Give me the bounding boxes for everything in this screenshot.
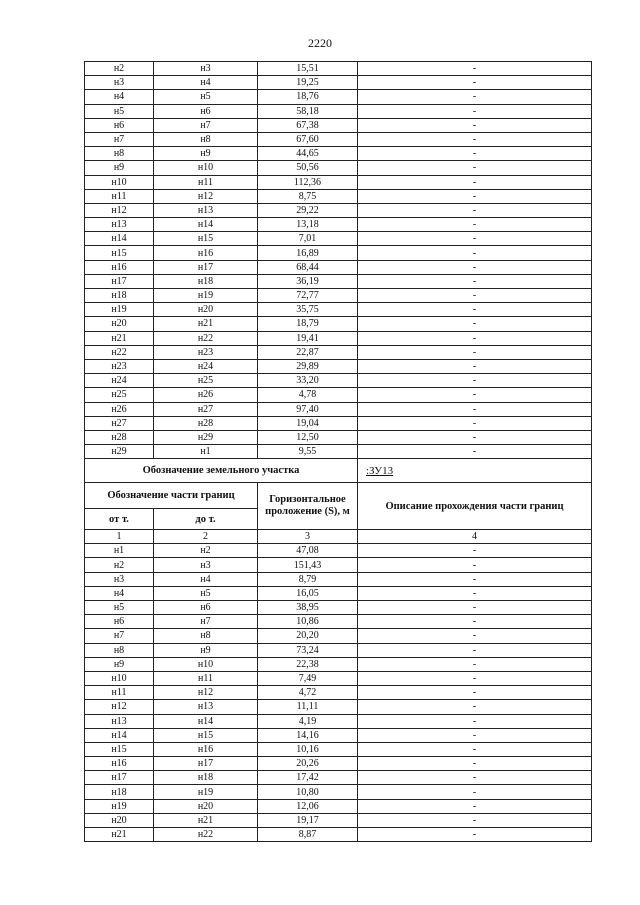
table-row: [85, 445, 592, 459]
from-point: н13: [85, 714, 154, 728]
to-point: н20: [154, 799, 258, 813]
from-point: н3: [85, 572, 154, 586]
table-row: [85, 303, 592, 317]
from-point: н8: [85, 643, 154, 657]
table-row: [85, 374, 592, 388]
description: -: [358, 714, 592, 728]
table-row: [85, 246, 592, 260]
distance: 50,56: [258, 161, 358, 175]
distance: 44,65: [258, 147, 358, 161]
to-point: н8: [154, 629, 258, 643]
table-row: [85, 771, 592, 785]
to-point: н18: [154, 274, 258, 288]
from-point: н14: [85, 728, 154, 742]
from-point: н15: [85, 246, 154, 260]
distance: 7,49: [258, 671, 358, 685]
distance: 8,75: [258, 189, 358, 203]
boundary-table: [84, 61, 592, 842]
from-point: н4: [85, 586, 154, 600]
column-number: 4: [358, 530, 592, 544]
from-point: н5: [85, 601, 154, 615]
table-row: [85, 147, 592, 161]
to-point: н22: [154, 331, 258, 345]
distance: 19,04: [258, 416, 358, 430]
distance: 19,25: [258, 76, 358, 90]
description: -: [358, 445, 592, 459]
from-point: н5: [85, 104, 154, 118]
distance: 8,79: [258, 572, 358, 586]
from-point: н12: [85, 203, 154, 217]
from-point: н19: [85, 799, 154, 813]
table-row: [85, 629, 592, 643]
distance: 15,51: [258, 62, 358, 76]
to-point: н14: [154, 218, 258, 232]
header-description: Описание прохождения части границ: [358, 483, 592, 530]
from-point: н10: [85, 175, 154, 189]
distance: 19,17: [258, 813, 358, 827]
distance: 10,86: [258, 615, 358, 629]
from-point: н1: [85, 544, 154, 558]
to-point: н6: [154, 104, 258, 118]
from-point: н4: [85, 90, 154, 104]
to-point: н7: [154, 615, 258, 629]
to-point: н10: [154, 161, 258, 175]
to-point: н21: [154, 317, 258, 331]
table-row: [85, 203, 592, 217]
from-point: н14: [85, 232, 154, 246]
description: -: [358, 671, 592, 685]
header-distance: Горизонтальное проложение (S), м: [258, 483, 358, 530]
distance: 18,76: [258, 90, 358, 104]
description: -: [358, 303, 592, 317]
description: -: [358, 345, 592, 359]
description: -: [358, 728, 592, 742]
distance: 16,05: [258, 586, 358, 600]
description: -: [358, 76, 592, 90]
to-point: н9: [154, 147, 258, 161]
distance: 12,50: [258, 430, 358, 444]
description: -: [358, 331, 592, 345]
distance: 7,01: [258, 232, 358, 246]
distance: 13,18: [258, 218, 358, 232]
from-point: н17: [85, 771, 154, 785]
to-point: н8: [154, 132, 258, 146]
description: -: [358, 317, 592, 331]
from-point: н3: [85, 76, 154, 90]
to-point: н4: [154, 572, 258, 586]
table-row: [85, 289, 592, 303]
to-point: н18: [154, 771, 258, 785]
description: -: [358, 232, 592, 246]
distance: 19,41: [258, 331, 358, 345]
distance: 8,87: [258, 828, 358, 842]
table-row: [85, 62, 592, 76]
table-row: [85, 218, 592, 232]
from-point: н16: [85, 260, 154, 274]
distance: 36,19: [258, 274, 358, 288]
description: -: [358, 175, 592, 189]
from-point: н19: [85, 303, 154, 317]
distance: 4,78: [258, 388, 358, 402]
to-point: н3: [154, 558, 258, 572]
to-point: н2: [154, 544, 258, 558]
from-point: н18: [85, 289, 154, 303]
to-point: н16: [154, 246, 258, 260]
description: -: [358, 700, 592, 714]
to-point: н20: [154, 303, 258, 317]
from-point: н12: [85, 700, 154, 714]
description: -: [358, 189, 592, 203]
table-row: [85, 388, 592, 402]
description: -: [358, 813, 592, 827]
distance: 35,75: [258, 303, 358, 317]
distance: 18,79: [258, 317, 358, 331]
from-point: н9: [85, 161, 154, 175]
column-number: 2: [154, 530, 258, 544]
table-row: [85, 260, 592, 274]
description: -: [358, 601, 592, 615]
description: -: [358, 118, 592, 132]
from-point: н21: [85, 828, 154, 842]
table-row: [85, 132, 592, 146]
from-point: н11: [85, 686, 154, 700]
to-point: н6: [154, 601, 258, 615]
to-point: н13: [154, 203, 258, 217]
distance: 17,42: [258, 771, 358, 785]
to-point: н13: [154, 700, 258, 714]
distance: 33,20: [258, 374, 358, 388]
table-row: [85, 558, 592, 572]
distance: 11,11: [258, 700, 358, 714]
description: -: [358, 686, 592, 700]
from-point: н2: [85, 558, 154, 572]
table-row: [85, 671, 592, 685]
distance: 9,55: [258, 445, 358, 459]
from-point: н11: [85, 189, 154, 203]
from-point: н6: [85, 118, 154, 132]
description: -: [358, 757, 592, 771]
description: -: [358, 742, 592, 756]
to-point: н27: [154, 402, 258, 416]
from-point: н6: [85, 615, 154, 629]
table-row: [85, 76, 592, 90]
from-point: н17: [85, 274, 154, 288]
distance: 10,16: [258, 742, 358, 756]
to-point: н7: [154, 118, 258, 132]
from-point: н23: [85, 359, 154, 373]
description: -: [358, 629, 592, 643]
table-row: [85, 175, 592, 189]
table-row: [85, 416, 592, 430]
distance: 14,16: [258, 728, 358, 742]
from-point: н20: [85, 317, 154, 331]
description: -: [358, 260, 592, 274]
distance: 58,18: [258, 104, 358, 118]
from-point: н16: [85, 757, 154, 771]
table-row: [85, 189, 592, 203]
description: -: [358, 246, 592, 260]
to-point: н19: [154, 289, 258, 303]
column-number: 3: [258, 530, 358, 544]
to-point: н24: [154, 359, 258, 373]
distance: 20,20: [258, 629, 358, 643]
from-point: н8: [85, 147, 154, 161]
plot-id: :ЗУ13: [358, 459, 592, 483]
table-row: [85, 544, 592, 558]
distance: 67,38: [258, 118, 358, 132]
from-point: н10: [85, 671, 154, 685]
distance: 151,43: [258, 558, 358, 572]
description: -: [358, 828, 592, 842]
to-point: н9: [154, 643, 258, 657]
to-point: н12: [154, 686, 258, 700]
to-point: н22: [154, 828, 258, 842]
to-point: н17: [154, 757, 258, 771]
section2-header: [85, 459, 592, 544]
distance: 10,80: [258, 785, 358, 799]
distance: 22,87: [258, 345, 358, 359]
header-part: Обозначение части границ: [85, 483, 258, 509]
table-row: [85, 601, 592, 615]
description: -: [358, 218, 592, 232]
table-row: [85, 232, 592, 246]
description: -: [358, 402, 592, 416]
to-point: н12: [154, 189, 258, 203]
description: -: [358, 374, 592, 388]
table-row: [85, 742, 592, 756]
to-point: н16: [154, 742, 258, 756]
to-point: н11: [154, 671, 258, 685]
description: -: [358, 388, 592, 402]
page-number: 2220: [308, 36, 332, 50]
table-row: [85, 757, 592, 771]
from-point: н27: [85, 416, 154, 430]
from-point: н7: [85, 629, 154, 643]
table-row: [85, 728, 592, 742]
table-row: [85, 90, 592, 104]
distance: 67,60: [258, 132, 358, 146]
to-point: н4: [154, 76, 258, 90]
to-point: н15: [154, 232, 258, 246]
description: -: [358, 657, 592, 671]
description: -: [358, 586, 592, 600]
table-row: [85, 345, 592, 359]
table-row: [85, 359, 592, 373]
distance: 38,95: [258, 601, 358, 615]
distance: 16,89: [258, 246, 358, 260]
table-row: [85, 643, 592, 657]
description: -: [358, 615, 592, 629]
description: -: [358, 104, 592, 118]
description: -: [358, 643, 592, 657]
table-row: [85, 402, 592, 416]
distance: 20,26: [258, 757, 358, 771]
column-number: 1: [85, 530, 154, 544]
description: -: [358, 799, 592, 813]
distance: 47,08: [258, 544, 358, 558]
from-point: н29: [85, 445, 154, 459]
to-point: н1: [154, 445, 258, 459]
description: -: [358, 572, 592, 586]
to-point: н26: [154, 388, 258, 402]
table-row: [85, 104, 592, 118]
to-point: н11: [154, 175, 258, 189]
table-row: [85, 714, 592, 728]
table-row: [85, 615, 592, 629]
table-row: [85, 657, 592, 671]
description: -: [358, 544, 592, 558]
distance: 29,22: [258, 203, 358, 217]
table-row: [85, 799, 592, 813]
from-point: н20: [85, 813, 154, 827]
distance: 22,38: [258, 657, 358, 671]
to-point: н28: [154, 416, 258, 430]
description: -: [358, 203, 592, 217]
section1-body: [85, 62, 592, 459]
description: -: [358, 785, 592, 799]
to-point: н17: [154, 260, 258, 274]
table-row: [85, 161, 592, 175]
distance: 4,72: [258, 686, 358, 700]
from-point: н18: [85, 785, 154, 799]
description: -: [358, 132, 592, 146]
description: -: [358, 289, 592, 303]
description: -: [358, 161, 592, 175]
table-row: [85, 813, 592, 827]
table-row: [85, 274, 592, 288]
to-point: н14: [154, 714, 258, 728]
to-point: н10: [154, 657, 258, 671]
table-row: [85, 686, 592, 700]
description: -: [358, 274, 592, 288]
from-point: н24: [85, 374, 154, 388]
from-point: н2: [85, 62, 154, 76]
distance: 73,24: [258, 643, 358, 657]
description: -: [358, 558, 592, 572]
from-point: н13: [85, 218, 154, 232]
description: -: [358, 147, 592, 161]
description: -: [358, 416, 592, 430]
to-point: н5: [154, 586, 258, 600]
to-point: н25: [154, 374, 258, 388]
table-row: [85, 828, 592, 842]
description: -: [358, 771, 592, 785]
table-row: [85, 785, 592, 799]
from-point: н25: [85, 388, 154, 402]
from-point: н15: [85, 742, 154, 756]
section2-body: [85, 544, 592, 842]
to-point: н21: [154, 813, 258, 827]
table-row: [85, 700, 592, 714]
distance: 112,36: [258, 175, 358, 189]
table-row: [85, 317, 592, 331]
distance: 29,89: [258, 359, 358, 373]
from-point: н28: [85, 430, 154, 444]
to-point: н15: [154, 728, 258, 742]
distance: 72,77: [258, 289, 358, 303]
table-row: [85, 586, 592, 600]
table-row: [85, 118, 592, 132]
distance: 97,40: [258, 402, 358, 416]
distance: 68,44: [258, 260, 358, 274]
table-row: [85, 572, 592, 586]
from-point: н21: [85, 331, 154, 345]
from-point: н26: [85, 402, 154, 416]
distance: 4,19: [258, 714, 358, 728]
to-point: н23: [154, 345, 258, 359]
to-point: н19: [154, 785, 258, 799]
plot-title-label: Обозначение земельного участка: [85, 459, 358, 483]
header-to: до т.: [154, 509, 258, 530]
header-from: от т.: [85, 509, 154, 530]
to-point: н29: [154, 430, 258, 444]
description: -: [358, 430, 592, 444]
description: -: [358, 62, 592, 76]
from-point: н9: [85, 657, 154, 671]
description: -: [358, 359, 592, 373]
from-point: н7: [85, 132, 154, 146]
to-point: н3: [154, 62, 258, 76]
distance: 12,06: [258, 799, 358, 813]
table-row: [85, 430, 592, 444]
from-point: н22: [85, 345, 154, 359]
description: -: [358, 90, 592, 104]
to-point: н5: [154, 90, 258, 104]
table-row: [85, 331, 592, 345]
